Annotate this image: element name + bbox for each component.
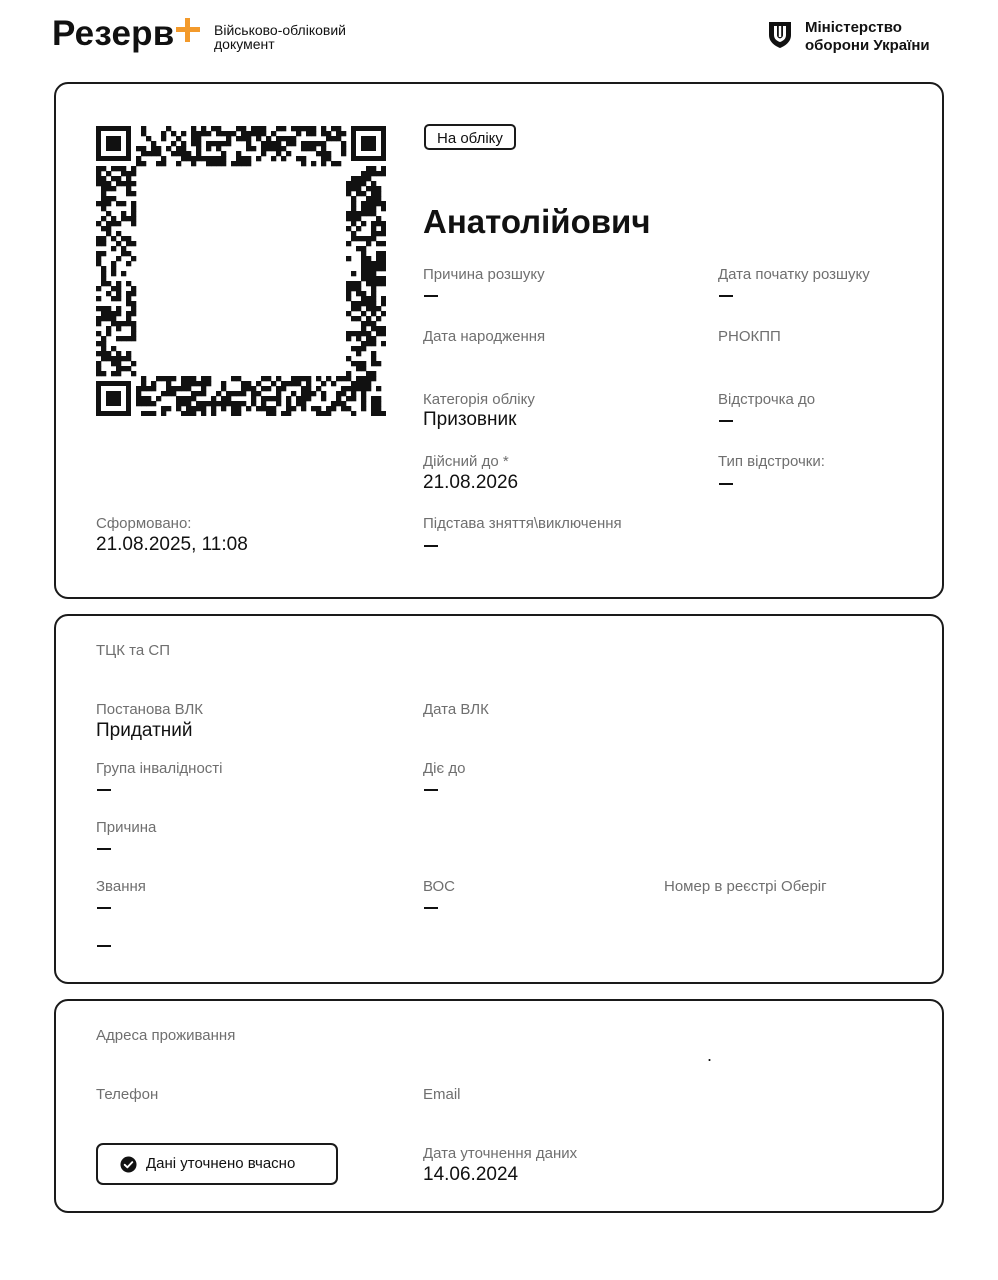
valid-to-label: Діє до — [423, 760, 466, 777]
generated-value: 21.08.2025, 11:08 — [96, 534, 248, 555]
reason-label: Причина — [96, 819, 157, 836]
doc-title-line1: Військово-обліковий — [214, 22, 346, 38]
reason-value — [97, 848, 111, 850]
birth-date-label: Дата народження — [423, 328, 546, 345]
rank-label: Звання — [96, 878, 146, 895]
extra-value — [97, 945, 111, 947]
status-badge: На обліку — [424, 124, 516, 150]
doc-title-line2: документ — [214, 36, 275, 52]
tck-card — [54, 614, 944, 984]
qr-code — [96, 126, 386, 416]
disability-group-label: Група інвалідності — [96, 760, 223, 777]
check-circle-icon — [120, 1156, 137, 1173]
phone-label: Телефон — [96, 1086, 159, 1103]
ministry-emblem-icon — [768, 21, 792, 49]
data-confirmed-button[interactable] — [96, 1143, 338, 1185]
oberig-number-label: Номер в реєстрі Оберіг — [664, 878, 827, 895]
update-date-value: 14.06.2024 — [423, 1164, 519, 1185]
disability-group-value — [97, 789, 111, 791]
search-reason-label: Причина розшуку — [423, 266, 545, 283]
vlk-decision-label: Постанова ВЛК — [96, 701, 204, 718]
ministry-line1: Міністерство — [805, 19, 902, 36]
tck-card-title: ТЦК та СП — [96, 642, 170, 659]
document-type-title — [214, 23, 346, 51]
ministry-name — [805, 19, 930, 55]
update-date-label: Дата уточнення даних — [423, 1145, 578, 1162]
generated-label: Сформовано: — [96, 515, 192, 532]
vos-value — [424, 907, 438, 909]
deferment-type-value — [719, 483, 733, 485]
vlk-decision-value: Придатний — [96, 720, 193, 741]
logo-plus-icon — [176, 18, 200, 42]
valid-until-value: 21.08.2026 — [423, 472, 519, 493]
app-logo: Резерв — [52, 14, 175, 53]
registration-category-label: Категорія обліку — [423, 391, 535, 408]
rnokpp-label: РНОКПП — [718, 328, 781, 345]
deferment-until-label: Відстрочка до — [718, 391, 816, 408]
vlk-date-label: Дата ВЛК — [423, 701, 489, 718]
deferment-type-label: Тип відстрочки: — [718, 453, 825, 470]
person-name: Анатолійович — [423, 203, 651, 240]
address-label: Адреса проживання — [96, 1027, 236, 1044]
removal-basis-label: Підстава зняття\виключення — [423, 515, 622, 532]
data-confirmed-label: Дані уточнено вчасно — [146, 1155, 296, 1172]
rank-value — [97, 907, 111, 909]
removal-basis-value — [424, 545, 438, 547]
search-reason-value — [424, 295, 438, 297]
search-start-date-value — [719, 295, 733, 297]
deferment-until-value — [719, 420, 733, 422]
vos-label: ВОС — [423, 878, 456, 895]
address-value: . — [707, 1045, 713, 1065]
valid-to-value — [424, 789, 438, 791]
valid-until-label: Дійсний до * — [423, 453, 509, 470]
email-label: Email — [423, 1086, 461, 1103]
registration-category-value: Призовник — [423, 409, 517, 430]
search-start-date-label: Дата початку розшуку — [718, 266, 870, 283]
ministry-line2: оборони України — [805, 37, 930, 54]
